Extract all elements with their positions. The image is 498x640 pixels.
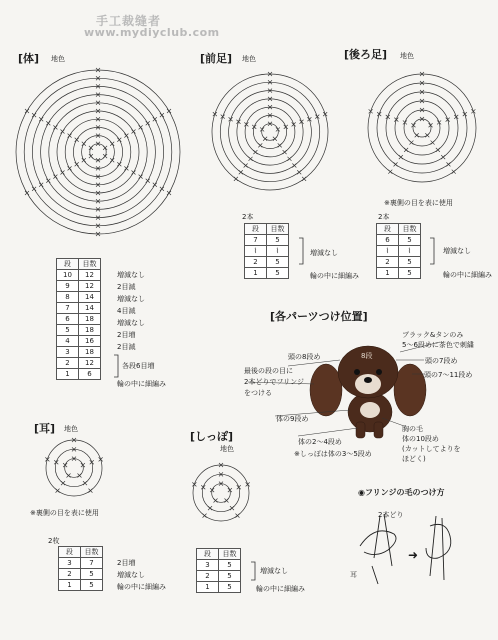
stitch-mark xyxy=(67,474,71,478)
stitch-mark xyxy=(83,481,87,485)
stitch-mark xyxy=(203,514,207,518)
stitch-mark xyxy=(246,482,250,486)
stitch-mark xyxy=(394,162,398,166)
stitch-ring xyxy=(220,82,319,181)
placement-last2: 2本どりでフリンジ xyxy=(244,378,304,386)
stitch-mark xyxy=(213,112,217,116)
stitch-mark xyxy=(244,122,248,126)
stitch-mark xyxy=(46,179,50,183)
front-leg-title: [前足] xyxy=(200,52,233,65)
tail-ann-2: 輪の中に細編み xyxy=(256,585,305,593)
stitch-ring xyxy=(41,95,156,210)
stitch-mark xyxy=(415,133,419,137)
stitch-mark xyxy=(25,191,29,195)
stitch-mark xyxy=(208,506,212,510)
placement-eye-label: 8段 xyxy=(361,352,373,360)
stitch-mark xyxy=(60,171,64,175)
hind-leg-title: [後ろ足] xyxy=(344,48,388,61)
stitch-mark xyxy=(235,514,239,518)
stitch-mark xyxy=(124,166,128,170)
stitch-mark xyxy=(236,120,240,124)
fringe-title: ◉フリンジの毛のつけ方 xyxy=(358,488,445,497)
stitch-mark xyxy=(201,485,205,489)
fringe-label-two: 2本どり xyxy=(378,511,404,519)
stitch-ring xyxy=(377,83,467,173)
stitch-mark xyxy=(273,137,277,141)
stitch-mark xyxy=(53,175,57,179)
stitch-mark xyxy=(90,460,94,464)
stitch-mark xyxy=(132,171,136,175)
stitch-mark xyxy=(110,158,114,162)
stitch-mark xyxy=(292,122,296,126)
front-leg-stitch-diagram xyxy=(208,66,332,200)
stitch-mark xyxy=(386,115,390,119)
hind-leg-ann-2: 輪の中に細編み xyxy=(443,271,492,279)
stitch-ring xyxy=(237,99,303,165)
stitch-mark xyxy=(452,170,456,174)
stitch-mark xyxy=(25,109,29,113)
stitch-mark xyxy=(437,120,441,124)
stitch-mark xyxy=(244,164,248,168)
stitch-mark xyxy=(441,155,445,159)
front-leg-ann-2: 輪の中に細編み xyxy=(310,272,359,280)
placement-last3: をつける xyxy=(244,389,272,397)
placement-chest2: 体の10段め xyxy=(402,435,439,443)
stitch-mark xyxy=(39,117,43,121)
placement-body24: 体の2〜4段め xyxy=(298,438,342,446)
stitch-mark xyxy=(61,481,65,485)
stitch-mark xyxy=(425,133,429,137)
stitch-mark xyxy=(253,150,257,154)
stitch-mark xyxy=(399,155,403,159)
stitch-mark xyxy=(88,489,92,493)
ear-table: 段 目数 3 7 2 5 1 5 xyxy=(58,546,103,591)
body-ann-2: 2目減 xyxy=(117,283,136,291)
stitch-mark xyxy=(56,489,60,493)
tail-title: [しっぽ] xyxy=(190,430,234,443)
stitch-mark xyxy=(258,143,262,147)
watermark-url: www.mydiyclub.com xyxy=(84,26,220,39)
front-leg-bracket xyxy=(297,236,309,268)
hind-leg-color-note: 地色 xyxy=(400,52,414,60)
front-leg-table: 段 目数 7 5 ⌇ ⌇ 2 5 1 5 xyxy=(244,223,289,279)
stitch-mark xyxy=(287,157,291,161)
stitch-mark xyxy=(237,485,241,489)
stitch-ring xyxy=(57,111,139,193)
front-leg-color-note: 地色 xyxy=(242,55,256,63)
placement-head8: 頭の8段め xyxy=(288,353,321,361)
fringe-arrow-icon: ➜ xyxy=(408,548,419,562)
ear-ann-2: 増減なし xyxy=(117,571,145,579)
stitch-mark xyxy=(139,125,143,129)
stitch-ring xyxy=(82,136,115,169)
stitch-mark xyxy=(283,150,287,154)
stitch-mark xyxy=(463,112,467,116)
stitch-mark xyxy=(153,117,157,121)
stitch-mark xyxy=(192,482,196,486)
stitch-mark xyxy=(436,148,440,152)
stitch-mark xyxy=(454,115,458,119)
stitch-mark xyxy=(54,460,58,464)
placement-chest1: 胸の毛 xyxy=(402,425,423,433)
watermark-title: 手工裁缝者 xyxy=(96,14,162,28)
stitch-mark xyxy=(75,138,79,142)
hind-leg-stitch-diagram xyxy=(364,66,480,190)
ear-note: ※裏側の目を表に使用 xyxy=(30,509,99,517)
stitch-ring xyxy=(245,107,295,157)
body-ann-8: 各段6目増 xyxy=(122,362,155,370)
stitch-ring xyxy=(55,449,92,486)
body-ann-3: 増減なし xyxy=(117,295,145,303)
stitch-mark xyxy=(446,162,450,166)
stitch-mark xyxy=(239,170,243,174)
tail-color-note: 地色 xyxy=(220,445,234,453)
stitch-ring xyxy=(202,474,239,511)
stitch-mark xyxy=(32,113,36,117)
stitch-ring xyxy=(229,91,312,174)
stitch-mark xyxy=(315,115,319,119)
body-stitch-diagram xyxy=(12,62,184,240)
stitch-mark xyxy=(446,118,450,122)
tail-table: 段 目数 3 5 2 5 1 5 xyxy=(196,548,241,593)
tail-bracket xyxy=(249,560,259,584)
placement-body9: 体の9段め xyxy=(276,415,309,423)
stitch-mark xyxy=(404,148,408,152)
stitch-mark xyxy=(153,183,157,187)
hind-leg-bracket xyxy=(428,236,440,268)
stitch-mark xyxy=(234,177,238,181)
stitch-mark xyxy=(394,118,398,122)
stitch-mark xyxy=(167,109,171,113)
body-ann-7: 2目減 xyxy=(117,343,136,351)
stitch-mark xyxy=(160,113,164,117)
tail-ann-1: 増減なし xyxy=(260,567,288,575)
hind-leg-table: 段 目数 6 5 ⌇ ⌇ 2 5 1 5 xyxy=(376,223,421,279)
ear-count: 2枚 xyxy=(48,537,60,545)
front-leg-ann-1: 増減なし xyxy=(310,249,338,257)
stitch-mark xyxy=(284,125,288,129)
stitch-mark xyxy=(132,130,136,134)
stitch-mark xyxy=(377,112,381,116)
ear-title: [耳] xyxy=(34,422,56,435)
stitch-mark xyxy=(146,121,150,125)
placement-chest4: ほどく) xyxy=(402,455,426,463)
stitch-mark xyxy=(224,499,228,503)
stitch-mark xyxy=(103,146,107,150)
stitch-mark xyxy=(278,143,282,147)
stitch-ring xyxy=(65,119,131,185)
stitch-mark xyxy=(124,134,128,138)
placement-tail35: ※しっぽは体の3〜5段め xyxy=(294,450,372,458)
body-ann-6: 2目増 xyxy=(117,331,136,339)
body-title: [体] xyxy=(18,52,40,65)
stitch-ring xyxy=(73,127,122,176)
stitch-mark xyxy=(214,499,218,503)
stitch-ring xyxy=(46,440,102,496)
stitch-mark xyxy=(89,154,93,158)
stitch-mark xyxy=(103,154,107,158)
stitch-mark xyxy=(117,138,121,142)
stitch-mark xyxy=(75,162,79,166)
stitch-mark xyxy=(263,137,267,141)
body-ann-9: 輪の中に細編み xyxy=(117,380,166,388)
ear-ann-1: 2目増 xyxy=(117,559,136,567)
stitch-ring xyxy=(32,86,163,217)
body-ann-5: 増減なし xyxy=(117,319,145,327)
body-ann-1: 増減なし xyxy=(117,271,145,279)
body-color-note: 地色 xyxy=(51,55,65,63)
stitch-mark xyxy=(369,109,373,113)
stitch-mark xyxy=(302,177,306,181)
stitch-mark xyxy=(46,121,50,125)
placement-last1: 最後の段の目に xyxy=(244,367,293,375)
stitch-mark xyxy=(82,142,86,146)
stitch-mark xyxy=(431,141,435,145)
stitch-mark xyxy=(68,166,72,170)
stitch-mark xyxy=(60,130,64,134)
hind-leg-note: ※裏側の目を表に使用 xyxy=(384,199,453,207)
stitch-mark xyxy=(110,142,114,146)
tail-stitch-diagram xyxy=(188,460,254,526)
placement-chest3: (カットしてよりを xyxy=(402,445,461,453)
stitch-mark xyxy=(252,125,256,129)
stitch-mark xyxy=(388,170,392,174)
stitch-ring xyxy=(49,103,147,201)
placement-head711: 頭の7〜11段め xyxy=(424,371,473,379)
stitch-mark xyxy=(89,146,93,150)
front-leg-count: 2本 xyxy=(242,213,254,221)
stitch-mark xyxy=(45,457,49,461)
stitch-mark xyxy=(300,120,304,124)
stitch-ring xyxy=(368,74,476,182)
fringe-illustration xyxy=(350,506,466,586)
fringe-label-ear: 耳 xyxy=(350,571,357,579)
stitch-mark xyxy=(409,141,413,145)
stitch-mark xyxy=(117,162,121,166)
stitch-mark xyxy=(292,164,296,168)
stitch-mark xyxy=(403,120,407,124)
stitch-mark xyxy=(249,157,253,161)
stitch-mark xyxy=(307,117,311,121)
stitch-mark xyxy=(77,474,81,478)
stitch-ring xyxy=(212,74,328,190)
hind-leg-count: 2本 xyxy=(378,213,390,221)
ear-color-note: 地色 xyxy=(64,425,78,433)
placement-black-tan: ブラック&タンのみ xyxy=(402,331,464,339)
body-bracket xyxy=(112,353,122,379)
placement-head7: 頭の7段め xyxy=(425,357,458,365)
stitch-ring xyxy=(386,92,458,164)
stitch-mark xyxy=(229,117,233,121)
stitch-mark xyxy=(139,175,143,179)
stitch-mark xyxy=(39,183,43,187)
stitch-mark xyxy=(99,457,103,461)
stitch-ring xyxy=(193,465,249,521)
body-ann-4: 4目減 xyxy=(117,307,136,315)
stitch-mark xyxy=(221,115,225,119)
stitch-mark xyxy=(146,179,150,183)
body-rounds-table: 段 目数 10 12 9 12 8 14 7 14 6 18 5 18 4 16 3 18 2 12 1 6 xyxy=(56,258,101,380)
stitch-ring xyxy=(24,78,172,226)
stitch-mark xyxy=(82,158,86,162)
stitch-mark xyxy=(297,170,301,174)
stitch-mark xyxy=(160,187,164,191)
stitch-mark xyxy=(167,191,171,195)
placement-black-tan-2: 5〜6段めに茶色で刺繍 xyxy=(402,341,474,349)
stitch-mark xyxy=(471,109,475,113)
hind-leg-ann-1: 増減なし xyxy=(443,247,471,255)
placement-title: [各パーツつけ位置] xyxy=(270,310,368,323)
stitch-mark xyxy=(230,506,234,510)
stitch-mark xyxy=(53,125,57,129)
stitch-mark xyxy=(68,134,72,138)
stitch-ring xyxy=(395,101,449,155)
ear-ann-3: 輪の中に細編み xyxy=(117,583,166,591)
ear-stitch-diagram xyxy=(42,436,106,500)
stitch-mark xyxy=(323,112,327,116)
dog-illustration xyxy=(300,330,430,440)
stitch-mark xyxy=(32,187,36,191)
